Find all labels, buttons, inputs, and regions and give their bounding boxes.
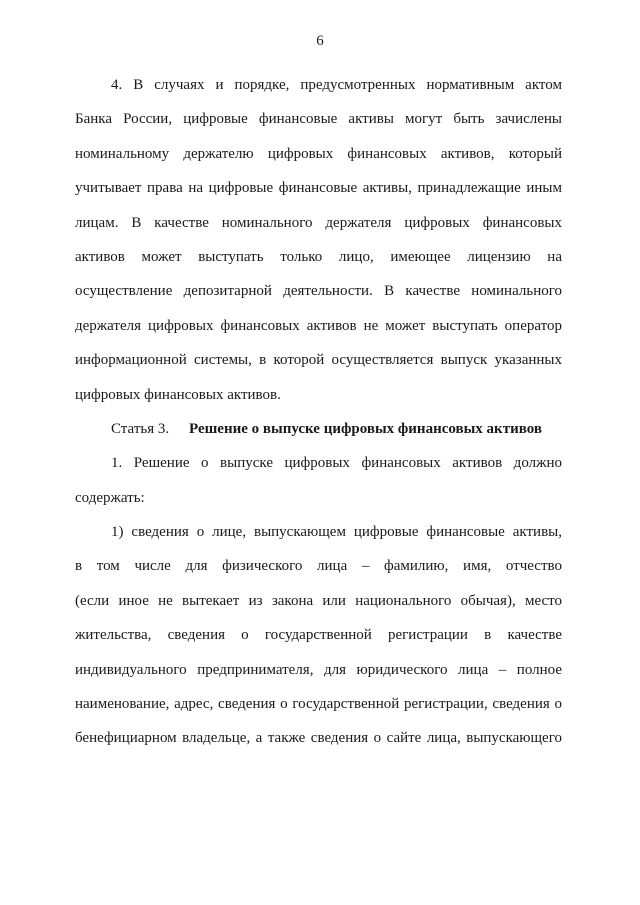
text-line: информационной системы, в которой осуществляется выпуск указанных: [75, 352, 562, 369]
text-line: активов может выступать только лицо, имеющее лицензию на: [75, 248, 562, 265]
paragraph-1: [75, 446, 562, 515]
text-line: осуществление депозитарной деятельности. В качестве номинального: [75, 283, 562, 300]
text-line: 1. Решение о выпуске цифровых финансовых активов должно: [111, 455, 562, 472]
text-line: (если иное не вытекает из закона или национального обычая), место: [75, 592, 562, 609]
text-line: содержать:: [75, 489, 145, 506]
text-line: индивидуального предпринимателя, для юридического лица – полное: [75, 661, 562, 678]
article-number: Статья 3.: [111, 420, 170, 437]
paragraph-4: [75, 68, 562, 412]
text-line: в том числе для физического лица – фамилию, имя, отчество: [75, 558, 562, 575]
item-1: [75, 515, 562, 756]
page-number: 6: [316, 33, 324, 49]
text-line: 1) сведения о лице, выпускающем цифровые финансовые активы,: [111, 524, 562, 541]
text-line: наименование, адрес, сведения о государственной регистрации, сведения о: [75, 696, 562, 713]
text-line: бенефициарном владельце, а также сведения о сайте лица, выпускающего: [75, 730, 562, 747]
text-line: цифровых финансовых активов.: [75, 386, 281, 403]
article-title: Решение о выпуске цифровых финансовых активов: [189, 420, 542, 437]
text-line: держателя цифровых финансовых активов не может выступать оператор: [75, 317, 562, 334]
text-line: жительства, сведения о государственной регистрации в качестве: [75, 627, 562, 644]
text-line: учитывает права на цифровые финансовые активы, принадлежащие иным: [75, 180, 562, 197]
text-line: 4. В случаях и порядке, предусмотренных нормативным актом: [111, 77, 562, 93]
article-heading: [75, 412, 562, 446]
text-line: номинальному держателю цифровых финансовых активов, который: [75, 145, 562, 162]
document-body: [75, 68, 562, 756]
text-line: Банка России, цифровые финансовые активы могут быть зачислены: [75, 111, 562, 128]
text-line: лицам. В качестве номинального держателя цифровых финансовых: [75, 214, 562, 231]
